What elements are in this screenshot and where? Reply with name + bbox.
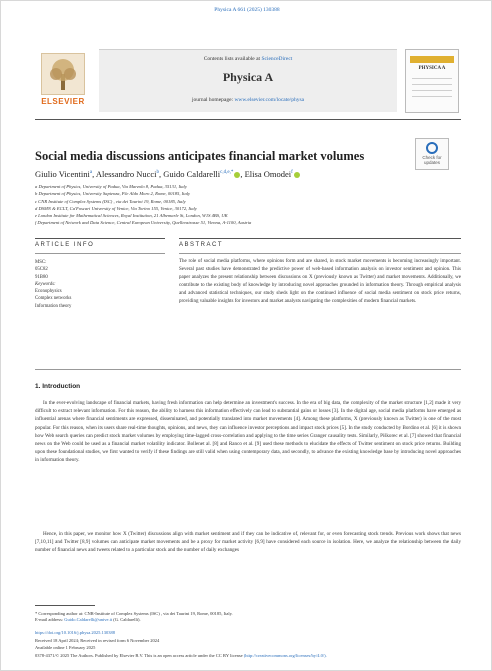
author-affil-marker[interactable]: c,d,e,* (220, 170, 234, 176)
check-updates-icon (426, 142, 438, 154)
elsevier-tree-icon (41, 53, 85, 95)
received-dates: Received 18 April 2024; Received in revised form 6 November 2024 (35, 637, 160, 643)
sciencedirect-link[interactable]: ScienceDirect (261, 56, 293, 62)
author-name[interactable]: Guido Caldarelli (163, 169, 221, 179)
abstract-heading: ABSTRACT (179, 242, 224, 248)
footnote-email-line (35, 617, 461, 623)
orcid-icon[interactable] (294, 172, 300, 178)
footnote-text: * Corresponding author at: CNR-Institute of Complex Systems (ISC) , via dei Taurini 19, Rome, 00185, Italy. (35, 611, 233, 616)
keywords-list (35, 259, 165, 310)
email-suffix: (G. Caldarelli). (113, 617, 141, 623)
journal-info-box (99, 49, 397, 112)
abstract-text: The role of social media platforms, where opinions form and are shared, in stock market movements is becoming increasingly important. Several past studies have demonstrated the predictive power of web-based information analysis on investor sentiment and opinion. This paper analyzes the present relationship between discussions on X (previously known as Twitter) and market movements. Additionally, we contribute to the existing body of knowledge by introducing novel approaches grounded in information theory. Through empirical analysis and advanced statistical techniques, our study sheds light on the continued influence of social media sentiment on stock price returns, providing valuable insights for investors and market analysts navigating the complexities of modern financial markets. (179, 259, 461, 304)
doi-link[interactable]: https://doi.org/10.1016/j.physa.2025.130388 (35, 630, 116, 635)
corresponding-author-footnote (35, 611, 461, 624)
author-list: Giulio Vicentini$^a$, Alessandro Nucci$^b$, Guido Caldarelli$^{c,d,e,*}$ , Elisa Omodei$^f$ (35, 169, 461, 179)
contents-line (99, 56, 397, 62)
abstract-subdivider (179, 253, 461, 254)
affiliation-line: c CNR Institute of Complex Systems (ISC) , via dei Taurini 19, Rome, 00185, Italy (35, 198, 186, 204)
author-name[interactable]: Alessandro Nucci (95, 169, 157, 179)
email-link[interactable]: Guido.Caldarelli@unive.it (64, 617, 113, 623)
author-affil-marker[interactable]: b (156, 170, 160, 176)
contents-prefix: Contents lists available at (203, 56, 261, 62)
affiliation-line: b Department of Physics, University Sapienza, P.le Aldo Moro 2, Rome, 00185, Italy (35, 191, 191, 197)
license-text: 0378-4371/© 2025 The Authors. Published by Elsevier B.V. This is an open access article under the CC BY license (35, 652, 243, 658)
journal-cover-thumbnail[interactable] (405, 49, 459, 113)
cover-title: PHYSICA A (418, 66, 446, 71)
check-for-updates-button[interactable] (415, 138, 449, 170)
cover-line (412, 96, 452, 97)
article-info-heading: ARTICLE INFO (35, 242, 95, 248)
abstract-divider (179, 238, 461, 239)
intro-paragraph: Hence, in this paper, we monitor how X (Twitter) discussions align with market sentiment and if they can be indicative of, relevant for, or even forecasting stock trends. Previous work shows that news [7,10,11] and Twitter [8,9] volumes can anticipate market movements and be a proxy for market activity [6,9] have considered each source in isolation. Here, we analyze the relationship between the daily number of financial news and tweets related to a particular stock and the number of daily exchanges (35, 531, 461, 554)
license-link[interactable]: (http://creativecommons.org/licenses/by/4.0/). (243, 652, 327, 658)
affiliations (35, 183, 461, 227)
author-name[interactable]: Elisa Omodei (244, 169, 292, 179)
footnote-divider (35, 605, 95, 606)
article-info-divider (35, 238, 165, 239)
abstract-end-divider (35, 369, 461, 370)
cover-line (412, 84, 452, 85)
journal-name: Physica A (222, 70, 274, 84)
keyword-item: Information theory (35, 303, 72, 309)
email-prefix: E-mail address: (35, 617, 64, 623)
affiliation-line: e London Institute for Mathematical Sciences, Royal Institution, 21 Albemarle St, London, W1S 4BS, UK (35, 213, 228, 219)
intro-paragraph: In the ever-evolving landscape of financial markets, having fresh information can help determine an investment's success. In the era of big data, the complexity of the market structure [1,2] made it very difficult to extract relevant information. For this reason, the ability to harness this information effectively can lead to substantial gains or losses [3]. In the digital age, social media platforms have emerged as influential arenas where financial sentiments are expressed, disseminated, and potentially translated into market movements [4]. Among these platforms, X (previously known as Twitter) is one of the most popular. For this reason, when its users share real-time thoughts, opinions, and news, they can influence investor perceptions and impact stock prices [5]. In the study conducted by Bordino et al. [6] it is shown how Web search queries can predict stock market volumes by employing time-lagged cross-correlation and applying to the time series Granger causality tests. Similarly, Piškorec et al. [7] showed that financial news on the Web could be used as a financial market volatility indicator. Bollenet al. [8] and Ranco et al. [9] used these methods to elucidate the effects of Twitter sentiment on stock price returns. Building upon these foundational studies, we first wanted to verify if these findings are still valid when using contemporary data, and secondly, to advance the existing knowledge base by introducing novel approaches in information theory. (35, 400, 461, 464)
keyword-item: Keywords: (35, 281, 56, 287)
journal-header (35, 49, 461, 111)
available-online: Available online 1 February 2025 (35, 645, 96, 651)
affiliation-line: a Department of Physics, University of Padua, Via Marzolo 8, Padua, 35131, Italy (35, 184, 187, 189)
author-name[interactable]: Giulio Vicentini (35, 169, 90, 179)
homepage-link[interactable]: www.elsevier.com/locate/physa (234, 97, 305, 103)
author-affil-marker[interactable]: f (291, 170, 293, 176)
affiliation-line: f Department of Network and Data Science, Central European University, Quellenstrasse 51, Vienna, A-1100, Austria (35, 220, 252, 226)
article-info-subdivider (35, 253, 165, 254)
cover-line (412, 90, 452, 91)
journal-reference-link[interactable]: Physica A 661 (2025) 130388 (214, 7, 280, 13)
elsevier-wordmark: ELSEVIER (41, 97, 85, 106)
homepage-line (99, 97, 397, 103)
check-updates-label: Check for updates (422, 155, 442, 165)
author-affil-marker[interactable]: a (89, 170, 93, 176)
article-title: Social media discussions anticipates financial market volumes (35, 149, 365, 163)
header-divider (35, 119, 461, 120)
publication-info (35, 629, 461, 659)
license-line (35, 652, 461, 660)
keyword-item: 05C82 (35, 267, 48, 273)
homepage-prefix: journal homepage: (191, 97, 234, 103)
cover-line (412, 78, 452, 79)
section-heading-introduction: 1. Introduction (35, 383, 81, 390)
orcid-icon[interactable] (234, 172, 240, 178)
elsevier-logo (35, 49, 91, 111)
keyword-item: MSC: (35, 260, 47, 265)
keyword-item: 91B80 (35, 274, 48, 280)
keyword-item: Complex networks (35, 296, 72, 302)
keyword-item: Econophysics (35, 289, 62, 295)
affiliation-line: d DSMN & ECLT, Ca'Foscari University of Venice, Via Torino 155, Venice, 30172, Italy (35, 205, 197, 211)
cover-band (410, 56, 454, 63)
